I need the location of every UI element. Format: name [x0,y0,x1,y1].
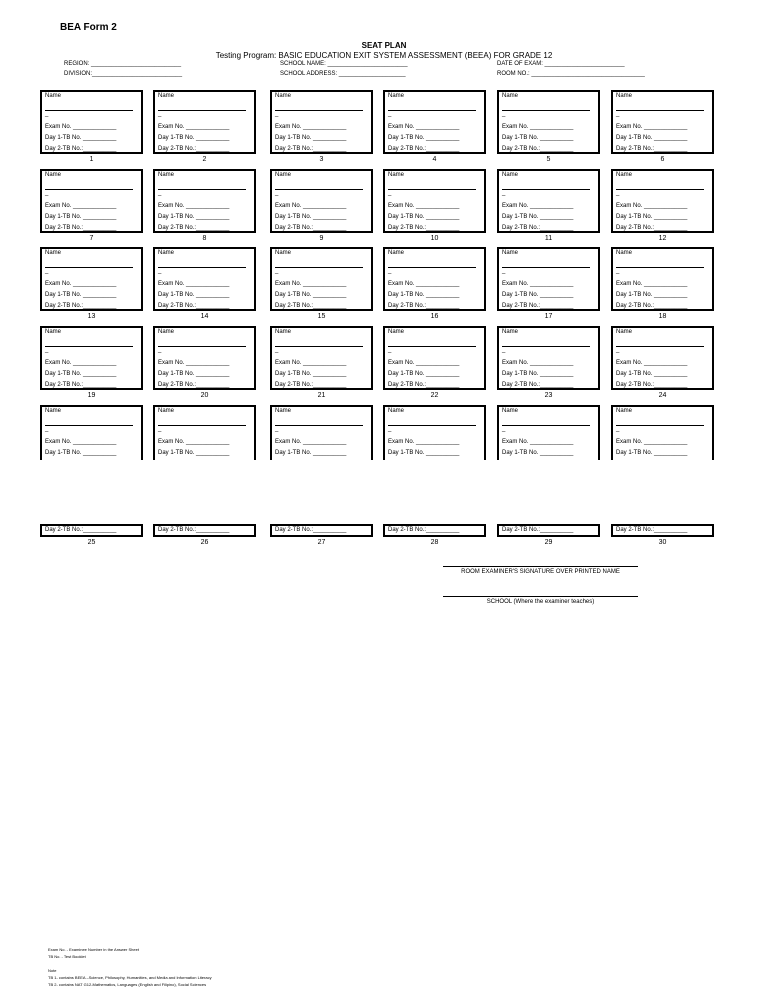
exam-no-field[interactable]: Exam No. _____________ [158,360,230,366]
exam-no-field[interactable]: Exam No. _____________ [388,439,460,445]
seat-card[interactable] [40,247,143,311]
name-dash: _ [158,268,162,274]
name-dash: _ [275,347,279,353]
day1-tb-field[interactable]: Day 1-TB No. __________ [502,135,574,141]
day1-tb-field[interactable]: Day 1-TB No. __________ [388,135,460,141]
name-line[interactable] [275,425,363,426]
name-line[interactable] [45,346,133,347]
day2-tb-field[interactable]: Day 2-TB No.:__________ [153,524,256,537]
seat-card[interactable] [153,326,256,390]
seat-number: 24 [658,392,667,399]
seat-number: 22 [430,392,439,399]
seat-card[interactable] [497,247,600,311]
name-dash: _ [275,268,279,274]
day2-tb-field[interactable]: Day 2-TB No.:__________ [158,382,230,388]
day1-tb-field[interactable]: Day 1-TB No. __________ [502,214,574,220]
name-label: Name [158,93,175,99]
name-label: Name [45,329,62,335]
name-line[interactable] [388,346,476,347]
name-label: Name [616,250,633,256]
seat-card[interactable] [270,247,373,311]
seat-number: 10 [430,235,439,242]
day2-tb-field[interactable]: Day 2-TB No.:__________ [502,303,574,309]
name-label: Name [616,329,633,335]
day1-tb-field[interactable]: Day 1-TB No. __________ [616,135,688,141]
exam-no-field[interactable]: Exam No. _____________ [502,360,574,366]
name-dash: _ [45,347,49,353]
day2-tb-field[interactable]: Day 2-TB No.:__________ [275,146,347,152]
form-code: BEA Form 2 [60,22,117,33]
name-dash: _ [502,426,506,432]
name-line[interactable] [616,425,704,426]
exam-no-field[interactable]: Exam No. _____________ [616,360,688,366]
name-line[interactable] [502,346,590,347]
name-dash: _ [616,347,620,353]
seat-card[interactable] [153,90,256,154]
room-no-field[interactable]: ROOM NO.: __________________________________ [497,71,645,77]
exam-no-field[interactable]: Exam No. _____________ [45,439,117,445]
name-line[interactable] [616,189,704,190]
day2-tb-field[interactable]: Day 2-TB No.:__________ [158,146,230,152]
seat-number: 27 [317,539,326,546]
division-field[interactable]: DIVISION:___________________________ [64,71,183,77]
exam-no-field[interactable]: Exam No. _____________ [158,281,230,287]
name-line[interactable] [388,267,476,268]
seat-card[interactable] [270,90,373,154]
seat-card[interactable] [497,405,600,460]
seat-number: 29 [544,539,553,546]
examiner-signature-line[interactable] [443,566,638,567]
day1-tb-field[interactable]: Day 1-TB No. __________ [158,292,230,298]
seat-number: 25 [87,539,96,546]
day1-tb-field[interactable]: Day 1-TB No. __________ [275,450,347,456]
name-line[interactable] [502,267,590,268]
school-signature-line[interactable] [443,596,638,597]
seat-card[interactable] [611,247,714,311]
day2-tb-field[interactable]: Day 2-TB No.:__________ [45,303,117,309]
name-label: Name [275,172,292,178]
day1-tb-field[interactable]: Day 1-TB No. __________ [388,292,460,298]
name-line[interactable] [158,346,246,347]
seat-card[interactable] [383,247,486,311]
note-line: Note [48,968,57,973]
name-label: Name [158,329,175,335]
name-label: Name [388,172,405,178]
name-label: Name [502,329,519,335]
exam-no-field[interactable]: Exam No. _____________ [275,203,347,209]
seat-card[interactable] [497,90,600,154]
seat-number: 28 [430,539,439,546]
day2-tb-field[interactable]: Day 2-TB No.:__________ [611,524,714,537]
seat-number: 19 [87,392,96,399]
name-label: Name [502,172,519,178]
seat-number: 5 [546,156,551,163]
name-line[interactable] [158,425,246,426]
seat-number: 4 [432,156,437,163]
day2-tb-field[interactable]: Day 2-TB No.:__________ [388,146,460,152]
exam-no-field[interactable]: Exam No. _____________ [275,281,347,287]
name-line[interactable] [158,189,246,190]
name-line[interactable] [388,189,476,190]
exam-no-field[interactable]: Exam No. _____________ [616,439,688,445]
day2-tb-field[interactable]: Day 2-TB No.:__________ [502,382,574,388]
name-label: Name [388,93,405,99]
name-dash: _ [45,426,49,432]
day2-tb-field[interactable]: Day 2-TB No.:__________ [275,303,347,309]
name-line[interactable] [158,110,246,111]
seat-number: 21 [317,392,326,399]
day1-tb-field[interactable]: Day 1-TB No. __________ [158,450,230,456]
seat-number: 12 [658,235,667,242]
seat-card[interactable] [383,405,486,460]
day1-tb-field[interactable]: Day 1-TB No. __________ [502,450,574,456]
seat-card[interactable] [270,405,373,460]
day2-tb-field[interactable]: Day 2-TB No.:__________ [40,524,143,537]
day1-tb-field[interactable]: Day 1-TB No. __________ [616,371,688,377]
exam-no-field[interactable]: Exam No. _____________ [388,281,460,287]
name-line[interactable] [616,110,704,111]
name-line[interactable] [388,110,476,111]
seat-number: 18 [658,313,667,320]
name-label: Name [502,408,519,414]
name-label: Name [388,329,405,335]
exam-no-field[interactable]: Exam No. _____________ [388,360,460,366]
name-dash: _ [388,268,392,274]
name-line[interactable] [616,267,704,268]
name-label: Name [275,329,292,335]
seat-number: 13 [87,313,96,320]
seat-number: 8 [202,235,207,242]
name-dash: _ [275,426,279,432]
seat-number: 7 [89,235,94,242]
name-dash: _ [616,190,620,196]
day1-tb-field[interactable]: Day 1-TB No. __________ [275,292,347,298]
name-dash: _ [388,111,392,117]
exam-no-field[interactable]: Exam No. _____________ [275,360,347,366]
day1-tb-field[interactable]: Day 1-TB No. __________ [45,450,117,456]
seat-number: 3 [319,156,324,163]
examiner-signature-label: ROOM EXAMINER'S SIGNATURE OVER PRINTED NAME [461,569,620,575]
day2-tb-field[interactable]: Day 2-TB No.:__________ [502,225,574,231]
day1-tb-field[interactable]: Day 1-TB No. __________ [502,371,574,377]
seat-number: 11 [544,235,553,242]
seat-number: 1 [89,156,94,163]
seat-card[interactable] [40,90,143,154]
exam-no-field[interactable]: Exam No. _____________ [45,281,117,287]
name-dash: _ [275,111,279,117]
day2-tb-field[interactable]: Day 2-TB No.:__________ [388,225,460,231]
name-dash: _ [158,347,162,353]
day2-tb-field[interactable]: Day 2-TB No.:__________ [158,303,230,309]
name-label: Name [616,172,633,178]
day1-tb-field[interactable]: Day 1-TB No. __________ [616,292,688,298]
seat-card[interactable] [40,405,143,460]
note-line: Exam No. - Examinee Number in the Answer Sheet [48,947,139,952]
name-dash: _ [275,190,279,196]
seat-card[interactable] [153,169,256,233]
name-dash: _ [158,426,162,432]
day1-tb-field[interactable]: Day 1-TB No. __________ [388,450,460,456]
day2-tb-field[interactable]: Day 2-TB No.:__________ [275,382,347,388]
name-label: Name [158,250,175,256]
day2-tb-field[interactable]: Day 2-TB No.:__________ [616,303,688,309]
name-dash: _ [502,268,506,274]
exam-no-field[interactable]: Exam No. _____________ [158,203,230,209]
day1-tb-field[interactable]: Day 1-TB No. __________ [388,371,460,377]
exam-no-field[interactable]: Exam No. _____________ [388,203,460,209]
exam-no-field[interactable]: Exam No. _____________ [275,124,347,130]
name-dash: _ [616,426,620,432]
seat-card[interactable] [611,326,714,390]
day2-tb-field[interactable]: Day 2-TB No.:__________ [45,146,117,152]
name-dash: _ [388,190,392,196]
name-label: Name [275,93,292,99]
name-dash: _ [45,268,49,274]
exam-no-field[interactable]: Exam No. _____________ [502,439,574,445]
seat-number: 17 [544,313,553,320]
seat-card[interactable] [270,326,373,390]
day1-tb-field[interactable]: Day 1-TB No. __________ [616,450,688,456]
day2-tb-field[interactable]: Day 2-TB No.:__________ [388,303,460,309]
exam-no-field[interactable]: Exam No. _____________ [45,360,117,366]
name-label: Name [616,93,633,99]
day2-tb-field[interactable]: Day 2-TB No.:__________ [502,146,574,152]
day1-tb-field[interactable]: Day 1-TB No. __________ [45,292,117,298]
name-label: Name [158,408,175,414]
school-address-field[interactable]: SCHOOL ADDRESS: ____________________ [280,71,406,77]
seat-card[interactable] [611,90,714,154]
name-line[interactable] [502,425,590,426]
region-field[interactable]: REGION: ___________________________ [64,61,182,67]
exam-no-field[interactable]: Exam No. _____________ [158,124,230,130]
day1-tb-field[interactable]: Day 1-TB No. __________ [275,135,347,141]
name-line[interactable] [502,189,590,190]
seat-number: 16 [430,313,439,320]
name-line[interactable] [158,267,246,268]
name-label: Name [45,408,62,414]
name-dash: _ [502,347,506,353]
exam-no-field[interactable]: Exam No. _____________ [616,124,688,130]
name-dash: _ [158,190,162,196]
name-dash: _ [158,111,162,117]
school-signature-label: SCHOOL (Where the examiner teaches) [486,599,595,605]
exam-no-field[interactable]: Exam No. _____________ [388,124,460,130]
seat-card[interactable] [497,169,600,233]
day1-tb-field[interactable]: Day 1-TB No. __________ [275,371,347,377]
name-line[interactable] [502,110,590,111]
seat-card[interactable] [270,169,373,233]
name-dash: _ [388,347,392,353]
seat-number: 30 [658,539,667,546]
day1-tb-field[interactable]: Day 1-TB No. __________ [158,135,230,141]
name-label: Name [502,93,519,99]
seat-card[interactable] [383,326,486,390]
name-line[interactable] [388,425,476,426]
seat-number: 9 [319,235,324,242]
seat-card[interactable] [497,326,600,390]
day2-tb-field[interactable]: Day 2-TB No.:__________ [45,382,117,388]
name-label: Name [616,408,633,414]
page-subtitle: Testing Program: BASIC EDUCATION EXIT SYSTEM ASSESSMENT (BEEA) FOR GRADE 12 [215,51,553,60]
exam-no-field[interactable]: Exam No. _____________ [158,439,230,445]
seat-number: 20 [200,392,209,399]
day1-tb-field[interactable]: Day 1-TB No. __________ [275,214,347,220]
name-line[interactable] [45,425,133,426]
seat-number: 23 [544,392,553,399]
day2-tb-field[interactable]: Day 2-TB No.:__________ [616,225,688,231]
seat-number: 6 [660,156,665,163]
note-line: TB No. - Test Booklet [48,954,86,959]
name-label: Name [275,408,292,414]
exam-no-field[interactable]: Exam No. _____________ [45,124,117,130]
note-line: TB 2- contains NAT G12-Mathematics, Languages (English and Filipino), Social Sciences [48,982,207,987]
day2-tb-field[interactable]: Day 2-TB No.:__________ [270,524,373,537]
exam-no-field[interactable]: Exam No. _____________ [502,203,574,209]
day1-tb-field[interactable]: Day 1-TB No. __________ [45,371,117,377]
day2-tb-field[interactable]: Day 2-TB No.:__________ [158,225,230,231]
exam-no-field[interactable]: Exam No. _____________ [616,203,688,209]
day2-tb-field[interactable]: Day 2-TB No.:__________ [275,225,347,231]
day2-tb-field[interactable]: Day 2-TB No.:__________ [45,225,117,231]
exam-no-field[interactable]: Exam No. _____________ [502,124,574,130]
exam-no-field[interactable]: Exam No. _____________ [275,439,347,445]
name-label: Name [388,250,405,256]
name-label: Name [388,408,405,414]
name-dash: _ [388,426,392,432]
day2-tb-field[interactable]: Day 2-TB No.:__________ [383,524,486,537]
name-label: Name [502,250,519,256]
day1-tb-field[interactable]: Day 1-TB No. __________ [158,371,230,377]
name-dash: _ [616,268,620,274]
seat-card[interactable] [153,405,256,460]
seat-number: 15 [317,313,326,320]
name-line[interactable] [45,267,133,268]
name-line[interactable] [275,110,363,111]
name-dash: _ [502,190,506,196]
name-line[interactable] [45,189,133,190]
day2-tb-field[interactable]: Day 2-TB No.:__________ [616,382,688,388]
name-label: Name [45,172,62,178]
name-line[interactable] [616,346,704,347]
name-label: Name [275,250,292,256]
day2-tb-field[interactable]: Day 2-TB No.:__________ [497,524,600,537]
day2-tb-field[interactable]: Day 2-TB No.:__________ [616,146,688,152]
name-line[interactable] [275,267,363,268]
name-label: Name [45,250,62,256]
exam-no-field[interactable]: Exam No. _____________ [502,281,574,287]
day1-tb-field[interactable]: Day 1-TB No. __________ [158,214,230,220]
exam-no-field[interactable]: Exam No. _____________ [45,203,117,209]
day1-tb-field[interactable]: Day 1-TB No. __________ [502,292,574,298]
seat-number: 14 [200,313,209,320]
day1-tb-field[interactable]: Day 1-TB No. __________ [388,214,460,220]
seat-card[interactable] [383,90,486,154]
school-name-field[interactable]: SCHOOL NAME: ________________________ [280,61,408,67]
seat-card[interactable] [40,169,143,233]
name-dash: _ [502,111,506,117]
name-label: Name [45,93,62,99]
exam-no-field[interactable]: Exam No. _____________ [616,281,688,287]
day2-tb-field[interactable]: Day 2-TB No.:__________ [388,382,460,388]
name-line[interactable] [275,346,363,347]
seat-number: 26 [200,539,209,546]
seat-card[interactable] [383,169,486,233]
name-dash: _ [616,111,620,117]
name-label: Name [158,172,175,178]
note-line: TB 1- contains BEEA –Science, Philosophy, Humanities, and Media and Information Literacy [48,975,212,980]
day1-tb-field[interactable]: Day 1-TB No. __________ [616,214,688,220]
name-line[interactable] [45,110,133,111]
seat-number: 2 [202,156,207,163]
day1-tb-field[interactable]: Day 1-TB No. __________ [45,214,117,220]
seat-card[interactable] [40,326,143,390]
seat-card[interactable] [611,405,714,460]
name-line[interactable] [275,189,363,190]
page-title: SEAT PLAN [361,41,407,50]
name-dash: _ [45,190,49,196]
name-dash: _ [45,111,49,117]
seat-card[interactable] [611,169,714,233]
day1-tb-field[interactable]: Day 1-TB No. __________ [45,135,117,141]
seat-card[interactable] [153,247,256,311]
date-of-exam-field[interactable]: DATE OF EXAM: ________________________ [497,61,625,67]
